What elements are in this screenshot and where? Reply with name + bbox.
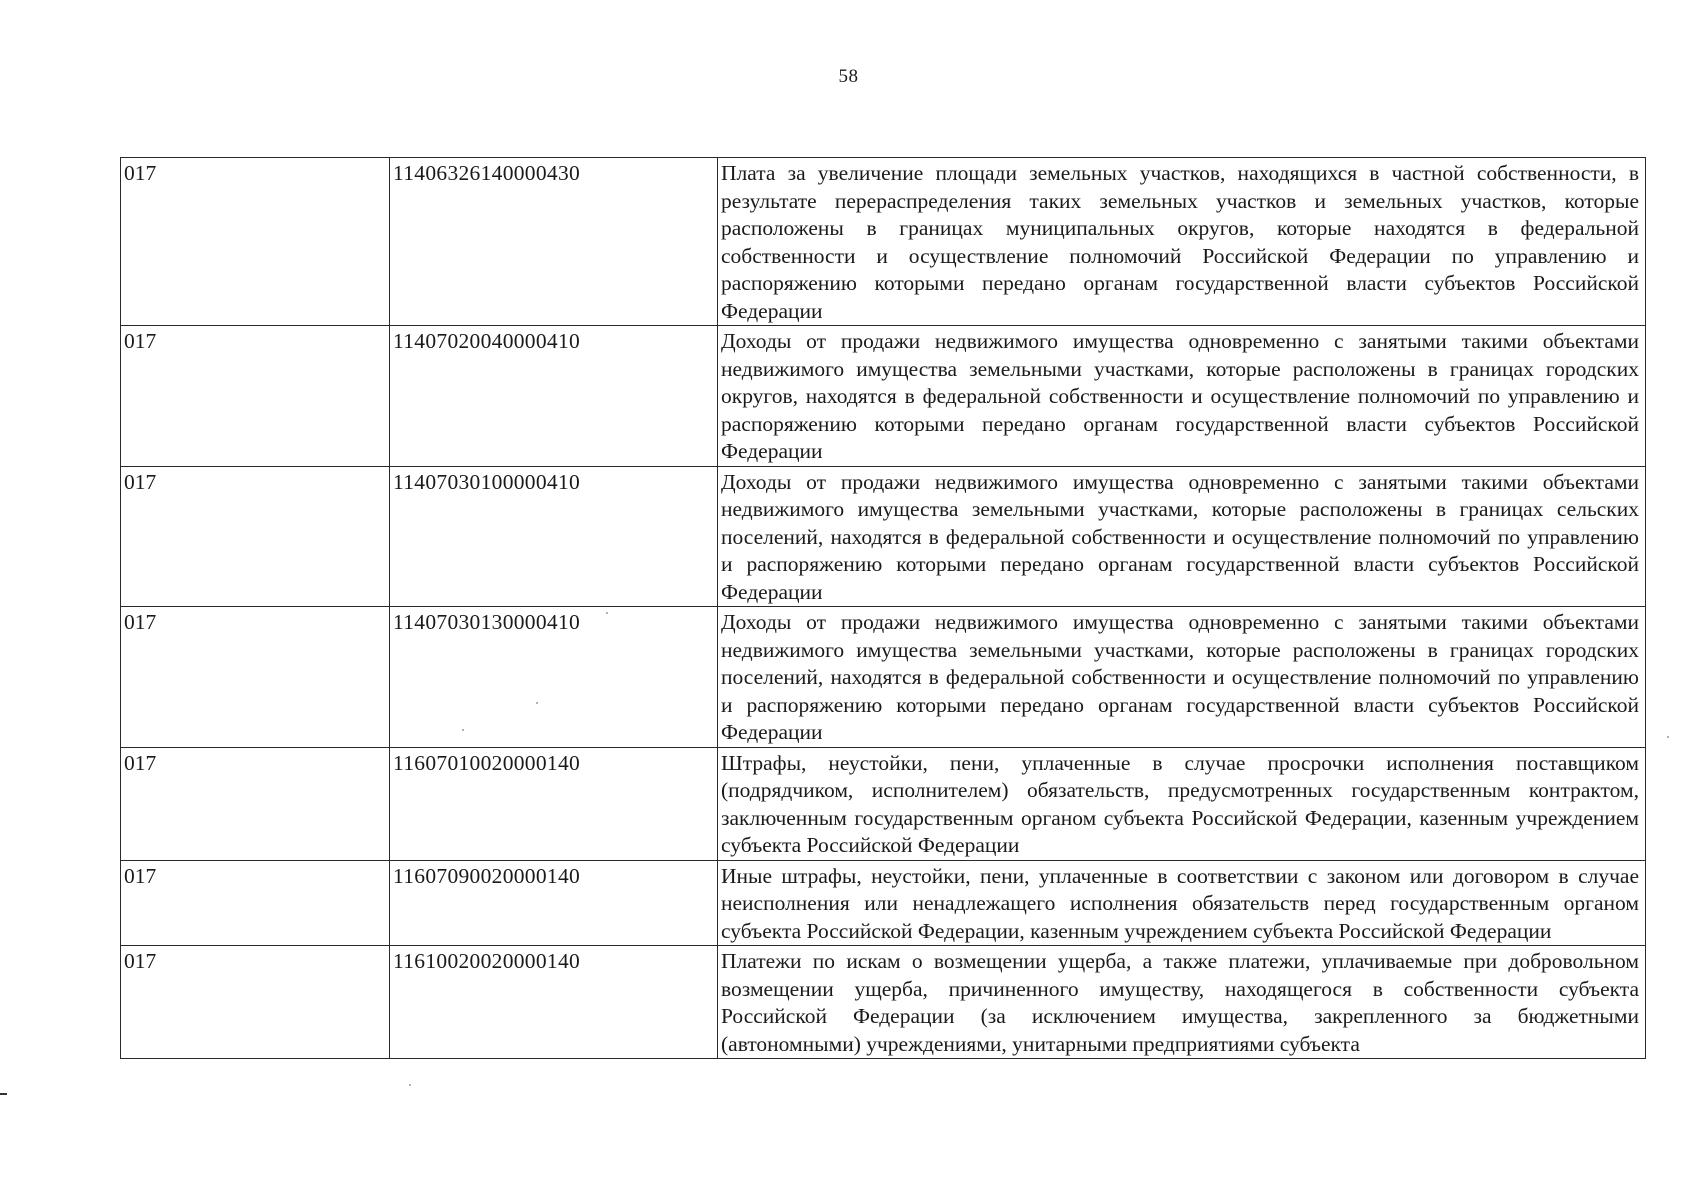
kbk-code-cell: 11407020040000410 — [390, 326, 718, 467]
scan-speck — [536, 702, 538, 704]
description-cell: Иные штрафы, неустойки, пени, уплаченные в соответствии с законом или договором в случае неисполнения или ненадлежащего исполнения обязательств перед государственным органом субъекта Российской Федерации, казенным учреждением субъекта Российской Федерации — [718, 860, 1646, 946]
kbk-code-cell: 11610020020000140 — [390, 946, 718, 1059]
scan-speck — [606, 612, 608, 614]
admin-code-cell: 017 — [121, 607, 390, 748]
description-cell: Плата за увеличение площади земельных участков, находящихся в частной собственности, в результате перераспределения таких земельных участков и земельных участков, которые расположены в границах муниципальных округов, которые находятся в федеральной собственности и осуществление полномочий Российской Федерации по управлению и распоряжению которыми передано органам государственной власти субъектов Российской Федерации — [718, 158, 1646, 326]
description-cell: Доходы от продажи недвижимого имущества одновременно с занятыми такими объектами недвижимого имущества земельными участками, которые расположены в границах городских поселений, находятся в федеральной собственности и осуществление полномочий по управлению и распоряжению которыми передано органам государственной власти субъектов Российской Федерации — [718, 607, 1646, 748]
kbk-code-cell: 11607090020000140 — [390, 860, 718, 946]
kbk-code-cell: 11406326140000430 — [390, 158, 718, 326]
description-cell: Штрафы, неустойки, пени, уплаченные в случае просрочки исполнения поставщиком (подрядчиком, исполнителем) обязательств, предусмотренных государственным контрактом, заключенным государственным органом субъекта Российской Федерации, казенным учреждением субъекта Российской Федерации — [718, 747, 1646, 860]
scan-speck — [1667, 736, 1669, 738]
admin-code-cell: 017 — [121, 466, 390, 607]
scan-speck — [409, 1084, 411, 1086]
kbk-code-cell: 11407030130000410 — [390, 607, 718, 748]
table-row — [121, 747, 1646, 860]
scan-speck — [462, 729, 464, 731]
admin-code-cell: 017 — [121, 326, 390, 467]
admin-code-cell: 017 — [121, 946, 390, 1059]
table-row — [121, 158, 1646, 326]
table-row — [121, 946, 1646, 1059]
table-row — [121, 466, 1646, 607]
kbk-code-cell: 11607010020000140 — [390, 747, 718, 860]
table-row — [121, 326, 1646, 467]
admin-code-cell: 017 — [121, 747, 390, 860]
revenue-codes-table — [120, 157, 1646, 1059]
table-row — [121, 860, 1646, 946]
admin-code-cell: 017 — [121, 860, 390, 946]
description-cell: Доходы от продажи недвижимого имущества одновременно с занятыми такими объектами недвижимого имущества земельными участками, которые расположены в границах сельских поселений, находятся в федеральной собственности и осуществление полномочий по управлению и распоряжению которыми передано органам государственной власти субъектов Российской Федерации — [718, 466, 1646, 607]
kbk-code-cell: 11407030100000410 — [390, 466, 718, 607]
description-cell: Платежи по искам о возмещении ущерба, а также платежи, уплачиваемые при добровольном возмещении ущерба, причиненного имуществу, находящегося в собственности субъекта Российской Федерации (за исключением имущества, закрепленного за бюджетными (автономными) учреждениями, унитарными предприятиями субъекта — [718, 946, 1646, 1059]
scan-margin-mark — [0, 1093, 7, 1095]
description-cell: Доходы от продажи недвижимого имущества одновременно с занятыми такими объектами недвижимого имущества земельными участками, которые расположены в границах городских округов, находятся в федеральной собственности и осуществление полномочий по управлению и распоряжению которыми передано органам государственной власти субъектов Российской Федерации — [718, 326, 1646, 467]
page-number: 58 — [838, 66, 859, 87]
table-row — [121, 607, 1646, 748]
admin-code-cell: 017 — [121, 158, 390, 326]
